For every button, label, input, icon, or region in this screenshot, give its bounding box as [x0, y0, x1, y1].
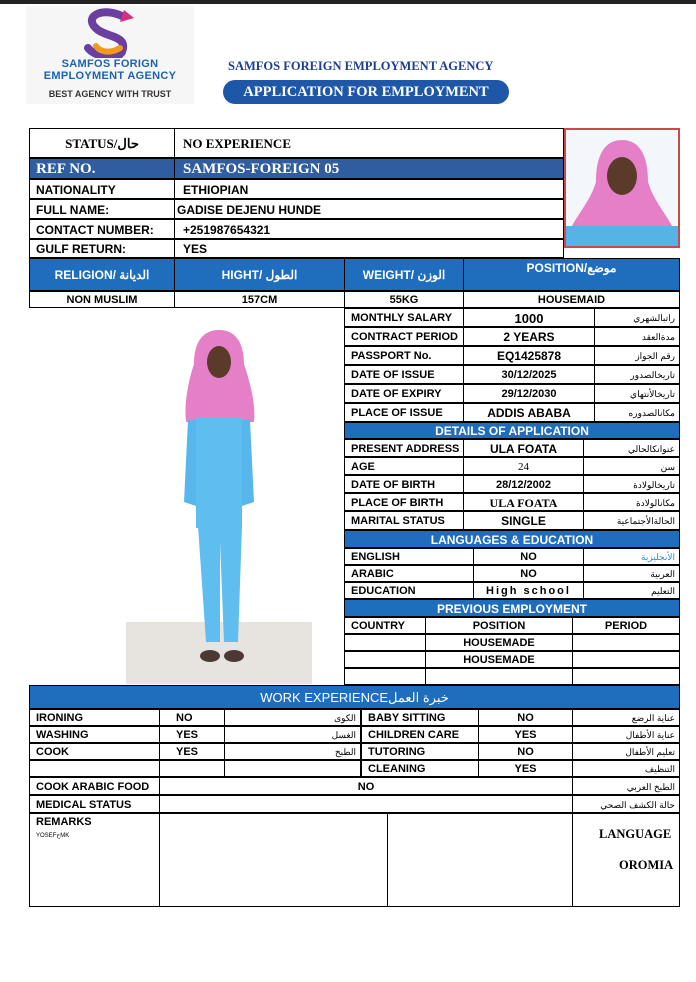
remarks-field-1 [159, 813, 388, 907]
arabic-label: ARABIC [344, 565, 474, 582]
arabic-food-value: NO [159, 777, 573, 795]
cleaning-ar: التنظيف [572, 760, 680, 777]
previous-section-title: PREVIOUS EMPLOYMENT [344, 599, 680, 617]
place-of-issue-label: PLACE OF ISSUE [344, 403, 464, 422]
cleaning-value: YES [478, 760, 573, 777]
children-care-value: YES [478, 726, 573, 743]
english-value: NO [473, 548, 584, 565]
contract-period-label: CONTRACT PERIOD [344, 327, 464, 346]
empty-skill-ar [224, 760, 361, 777]
languages-section-title: LANGUAGES & EDUCATION [344, 530, 680, 548]
tutoring-ar: تعليم الأطفال [572, 743, 680, 760]
marital-value: SINGLE [463, 511, 584, 530]
previous-row-1-position: HOUSEMADE [425, 634, 573, 651]
contract-period-ar: مدةالعقد [594, 327, 680, 346]
washing-value: YES [159, 726, 225, 743]
previous-row-3-position [425, 668, 573, 685]
cook-ar: الطبخ [224, 743, 361, 760]
baby-sitting-label: BABY SITTING [361, 709, 479, 726]
arabic-food-ar: الطبخ العربي [572, 777, 680, 795]
arabic-value: NO [473, 565, 584, 582]
previous-row-2-period [572, 651, 680, 668]
name-label: FULL NAME: [29, 199, 175, 219]
remarks-box [29, 813, 160, 907]
cleaning-label: CLEANING [361, 760, 479, 777]
agency-logo [26, 6, 194, 104]
previous-row-2-country [344, 651, 426, 668]
age-ar: سن [583, 457, 680, 475]
language-box [572, 813, 680, 907]
passport-value: EQ1425878 [463, 346, 595, 365]
contact-value: +251987654321 [174, 219, 564, 239]
cook-label: COOK [29, 743, 160, 760]
previous-row-3-period [572, 668, 680, 685]
address-ar: عنوانكالحالي [583, 439, 680, 457]
expiry-date-value: 29/12/2030 [463, 384, 595, 403]
arabic-ar: العربية [583, 565, 680, 582]
religion-header: RELIGION/ الديانة [29, 258, 175, 291]
applicant-headshot-icon [566, 130, 678, 246]
previous-col-period: PERIOD [572, 617, 680, 634]
washing-label: WASHING [29, 726, 160, 743]
pob-label: PLACE OF BIRTH [344, 493, 464, 511]
english-ar: الأنجليزية [583, 548, 680, 565]
address-value: ULA FOATA [463, 439, 584, 457]
washing-ar: الغسل [224, 726, 361, 743]
previous-row-2-position: HOUSEMADE [425, 651, 573, 668]
remarks-field-2 [387, 813, 573, 907]
english-label: ENGLISH [344, 548, 474, 565]
address-label: PRESENT ADDRESS [344, 439, 464, 457]
agency-name: SAMFOS FOREIGN EMPLOYMENT AGENCY [228, 59, 494, 73]
ref-label: REF NO. [29, 158, 175, 179]
age-label: AGE [344, 457, 464, 475]
name-value: GADISE DEJENU HUNDE [174, 199, 564, 219]
issue-date-ar: تاريخالصدور [594, 365, 680, 384]
logo-line1: SAMFOS FORIGN [61, 58, 159, 70]
height-header: HIGHT/ الطول [174, 258, 345, 291]
marital-ar: الحالةالأجتماعية [583, 511, 680, 530]
medical-value [159, 795, 573, 813]
tutoring-value: NO [478, 743, 573, 760]
applicant-fullbody-icon [126, 312, 312, 684]
contract-period-value: 2 YEARS [463, 327, 595, 346]
religion-value: NON MUSLIM [29, 291, 175, 308]
marital-label: MARITAL STATUS [344, 511, 464, 530]
age-value: 24 [463, 457, 584, 475]
children-care-label: CHILDREN CARE [361, 726, 479, 743]
children-care-ar: عناية الأطفال [572, 726, 680, 743]
previous-row-1-period [572, 634, 680, 651]
passport-photo [564, 128, 680, 248]
passport-ar: رقم الجواز [594, 346, 680, 365]
language-value: OROMIA [619, 858, 674, 872]
education-value: High school [473, 582, 584, 599]
position-header: POSITION/موضع [463, 258, 680, 291]
pob-value: ULA FOATA [463, 493, 584, 511]
salary-label: MONTHLY SALARY [344, 308, 464, 327]
weight-header: WEIGHT/ الوزن [344, 258, 464, 291]
weight-value: 55KG [344, 291, 464, 308]
baby-sitting-ar: عناية الرضع [572, 709, 680, 726]
previous-col-position: POSITION [425, 617, 573, 634]
dob-label: DATE OF BIRTH [344, 475, 464, 493]
gulf-value: YES [174, 239, 564, 258]
dob-ar: تاريخالولادة [583, 475, 680, 493]
s-swirl-icon [70, 8, 150, 58]
form-title: APPLICATION FOR EMPLOYMENT [223, 80, 509, 104]
previous-row-1-country [344, 634, 426, 651]
medical-label: MEDICAL STATUS [29, 795, 160, 813]
height-value: 157CM [174, 291, 345, 308]
ref-value: SAMFOS-FOREIGN 05 [174, 158, 564, 179]
empty-skill-value [159, 760, 225, 777]
ironing-value: NO [159, 709, 225, 726]
previous-col-country: COUNTRY [344, 617, 426, 634]
tutoring-label: TUTORING [361, 743, 479, 760]
logo-line2: EMPLOYMENT AGENCY [43, 70, 177, 82]
position-value: HOUSEMAID [463, 291, 680, 308]
language-label: LANGUAGE [599, 827, 672, 841]
passport-label: PASSPORT No. [344, 346, 464, 365]
expiry-date-ar: تاريخالأنتهاي [594, 384, 680, 403]
top-border [0, 0, 696, 4]
arabic-food-label: COOK ARABIC FOOD [29, 777, 160, 795]
work-section-title: WORK EXPERIENCEخبرة العمل [29, 685, 680, 709]
pob-ar: مكانالولادة [583, 493, 680, 511]
issue-date-label: DATE OF ISSUE [344, 365, 464, 384]
ironing-label: IRONING [29, 709, 160, 726]
nationality-label: NATIONALITY [29, 179, 175, 199]
cook-value: YES [159, 743, 225, 760]
expiry-date-label: DATE OF EXPIRY [344, 384, 464, 403]
previous-row-3-country [344, 668, 426, 685]
education-label: EDUCATION [344, 582, 474, 599]
salary-ar: راتبالشهري [594, 308, 680, 327]
status-value: NO EXPERIENCE [174, 128, 564, 158]
dob-value: 28/12/2002 [463, 475, 584, 493]
ironing-ar: الكوى [224, 709, 361, 726]
logo-tagline: BEST AGENCY WITH TRUST [48, 89, 172, 99]
contact-label: CONTACT NUMBER: [29, 219, 175, 239]
place-of-issue-ar: مكانالصدوره [594, 403, 680, 422]
status-label: STATUS/حال [29, 128, 175, 158]
gulf-label: GULF RETURN: [29, 239, 175, 258]
place-of-issue-value: ADDIS ABABA [463, 403, 595, 422]
remarks-note: YOSEFحMK [36, 833, 70, 839]
remarks-label: REMARKS [36, 816, 92, 828]
empty-skill-label [29, 760, 160, 777]
details-section-title: DETAILS OF APPLICATION [344, 422, 680, 439]
medical-ar: حالة الكشف الصحي [572, 795, 680, 813]
full-body-photo [126, 312, 312, 684]
salary-value: 1000 [463, 308, 595, 327]
education-ar: التعليم [583, 582, 680, 599]
baby-sitting-value: NO [478, 709, 573, 726]
nationality-value: ETHIOPIAN [174, 179, 564, 199]
issue-date-value: 30/12/2025 [463, 365, 595, 384]
